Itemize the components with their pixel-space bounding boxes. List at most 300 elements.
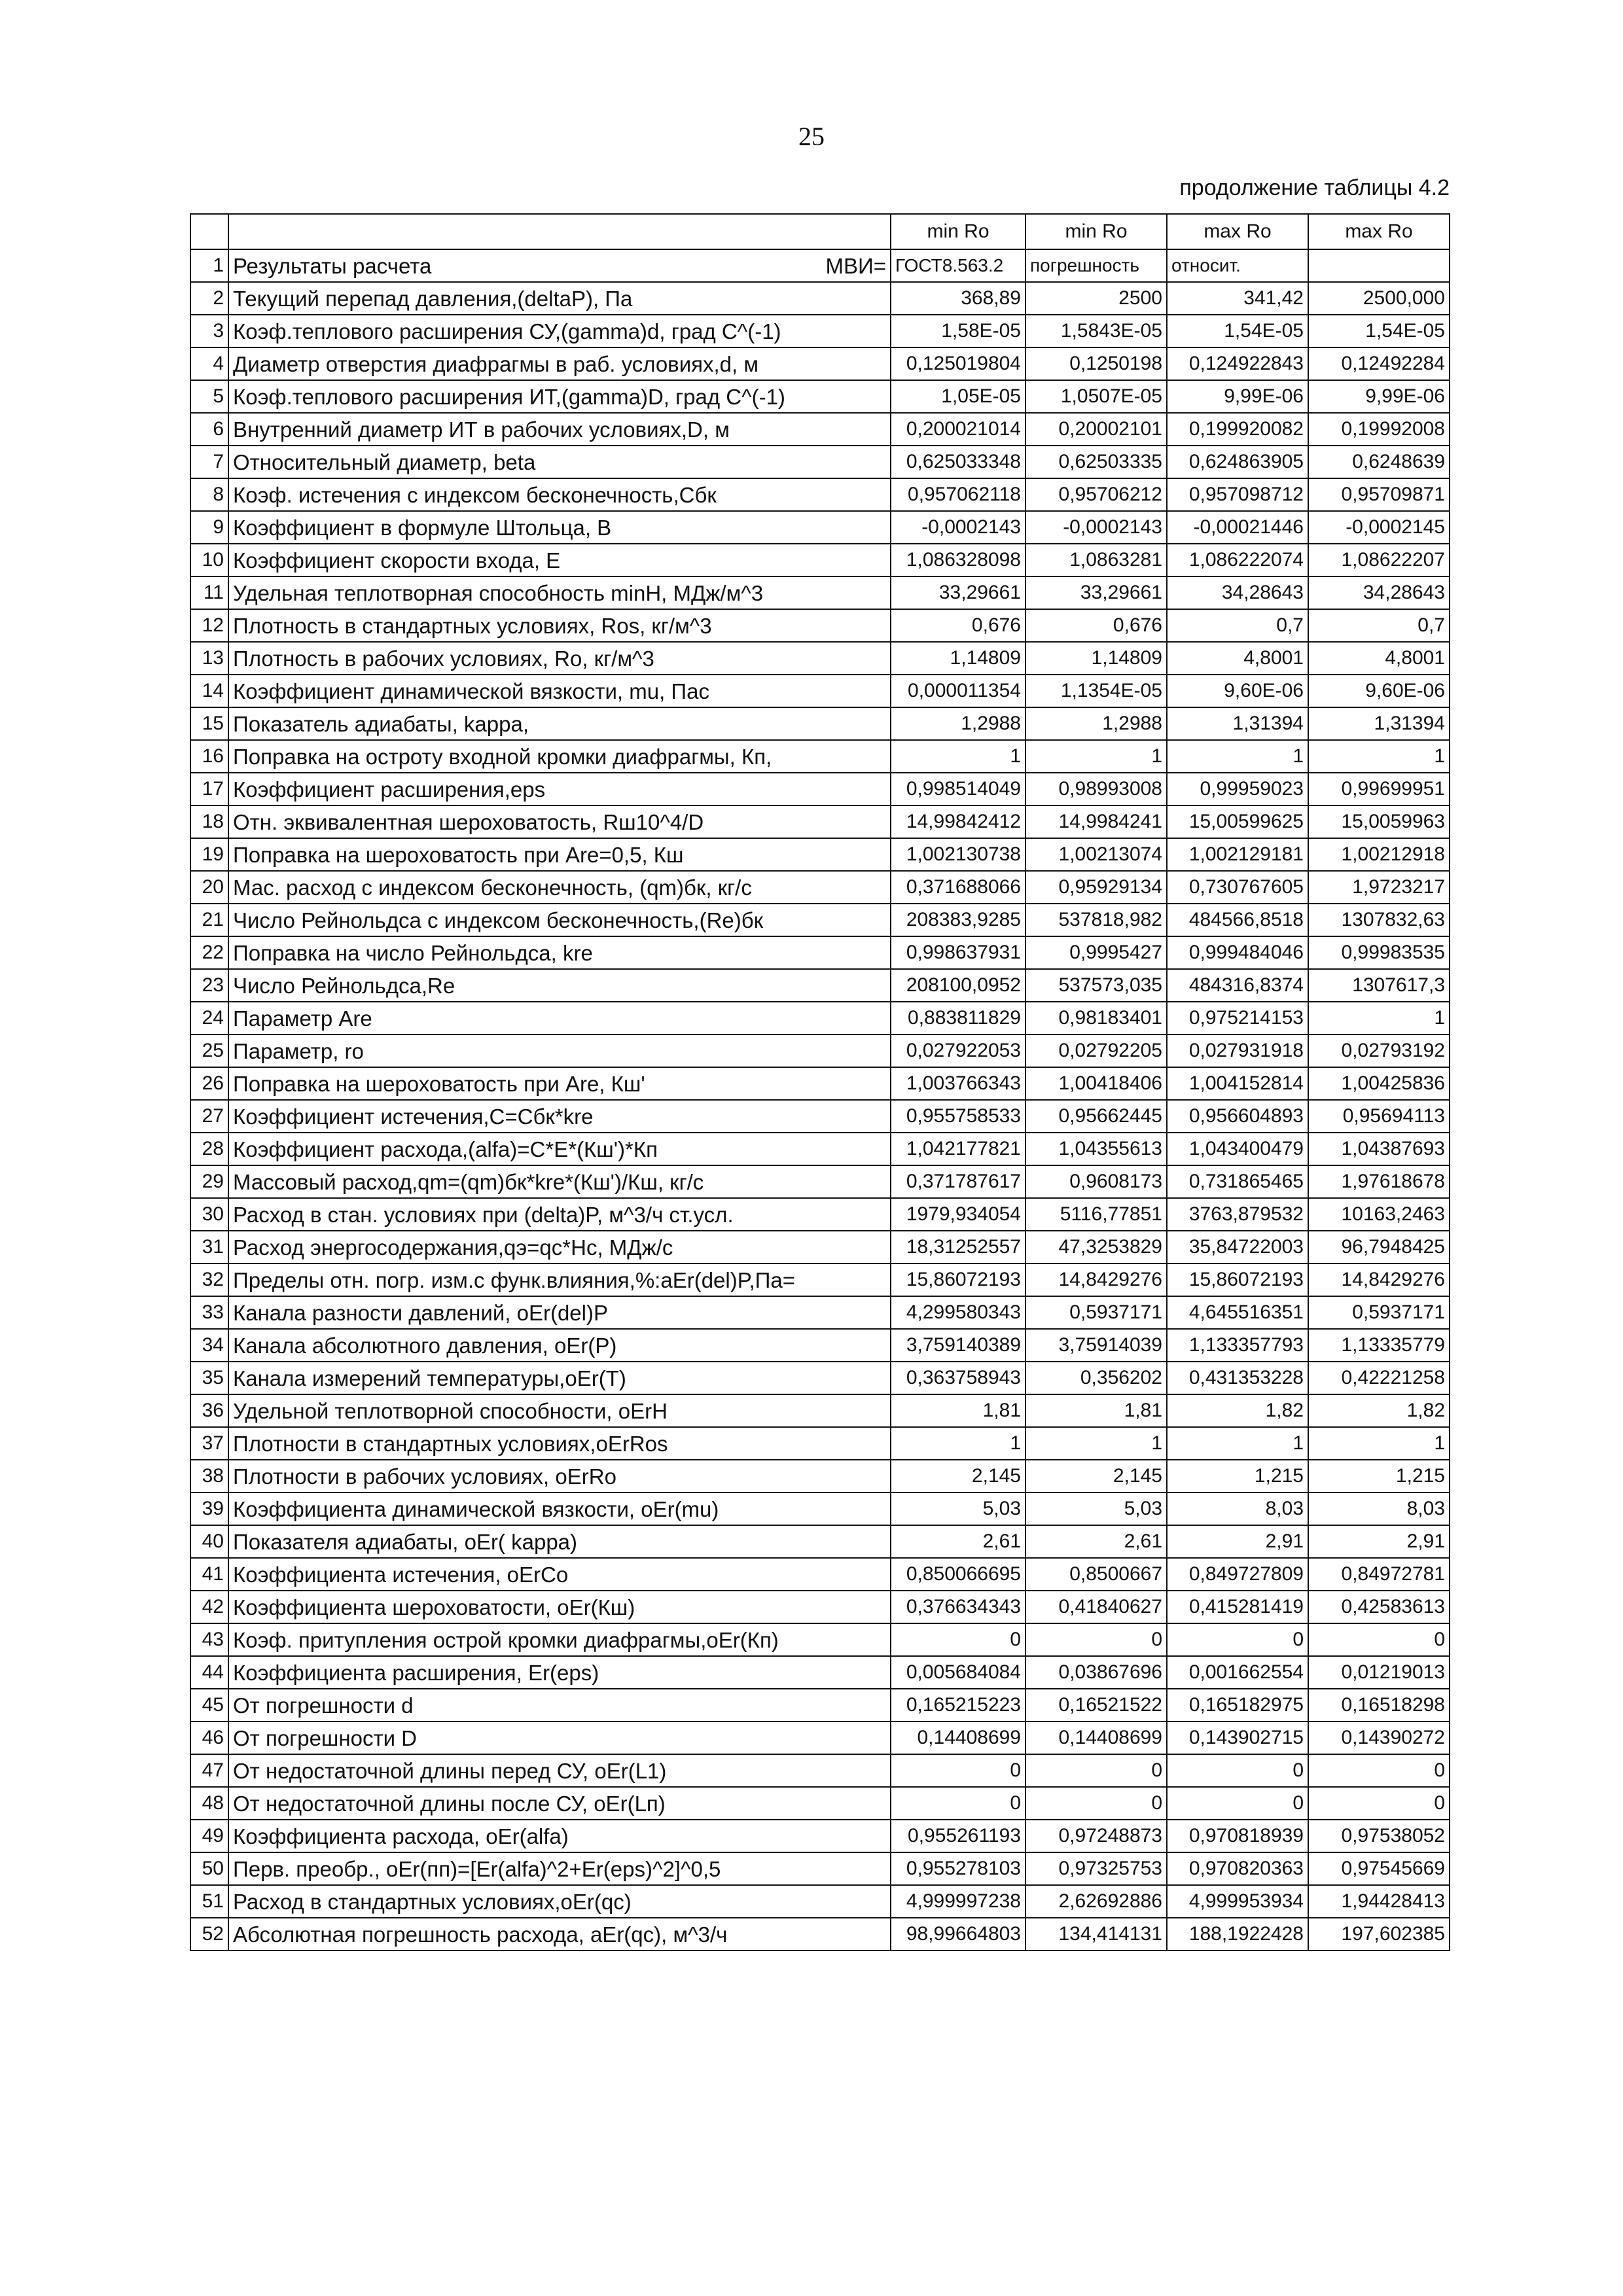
table-row <box>190 904 1450 936</box>
cell-value: 1,0507E-05 <box>1026 380 1167 413</box>
cell-value: 0,957098712 <box>1167 478 1308 511</box>
cell-value: 0,16521522 <box>1026 1689 1167 1722</box>
table-row <box>190 1231 1450 1263</box>
row-label: Плотности в стандартных условиях,oErRos <box>228 1427 891 1460</box>
row-label: Поправка на шероховатость при Are, Кш' <box>228 1067 891 1100</box>
cell-value: 34,28643 <box>1308 576 1450 609</box>
table-row <box>190 1558 1450 1591</box>
cell-value: 1,086222074 <box>1167 544 1308 576</box>
row-number: 26 <box>190 1067 228 1100</box>
row-number: 14 <box>190 675 228 707</box>
row-label: Пределы отн. погр. изм.с функ.влияния,%:aEr(del)P,Па= <box>228 1263 891 1296</box>
table-row <box>190 707 1450 740</box>
row-number: 2 <box>190 282 228 315</box>
table-row <box>190 413 1450 446</box>
cell-value: 0 <box>891 1623 1026 1656</box>
cell-value: 0,957062118 <box>891 478 1026 511</box>
cell-value: 0,970818939 <box>1167 1820 1308 1852</box>
row-label: Параметр, ro <box>228 1034 891 1067</box>
cell-value: 1,08622207 <box>1308 544 1450 576</box>
cell-value: 1,002129181 <box>1167 838 1308 871</box>
cell-value: 0,125019804 <box>891 347 1026 380</box>
row-number: 13 <box>190 642 228 675</box>
cell-value: 0,143902715 <box>1167 1722 1308 1754</box>
cell-value: 14,8429276 <box>1026 1263 1167 1296</box>
cell-value: 0,02792205 <box>1026 1034 1167 1067</box>
cell-value: 15,00599625 <box>1167 805 1308 838</box>
cell-value: 0 <box>1026 1754 1167 1787</box>
cell-value: 0 <box>1026 1623 1167 1656</box>
row-number: 34 <box>190 1329 228 1362</box>
cell-value: 1,04387693 <box>1308 1133 1450 1165</box>
row-number: 48 <box>190 1787 228 1820</box>
row-number: 21 <box>190 904 228 936</box>
row-number: 12 <box>190 609 228 642</box>
cell-value: 0,027922053 <box>891 1034 1026 1067</box>
cell-value: 0,998514049 <box>891 773 1026 805</box>
row-number: 28 <box>190 1133 228 1165</box>
column-header: max Ro <box>1308 214 1450 249</box>
row-number: 9 <box>190 511 228 544</box>
table-row <box>190 1296 1450 1329</box>
cell-value: 0,95709871 <box>1308 478 1450 511</box>
row-number: 16 <box>190 740 228 773</box>
row-number: 17 <box>190 773 228 805</box>
cell-value: 0,98993008 <box>1026 773 1167 805</box>
cell-value: 1,003766343 <box>891 1067 1026 1100</box>
header-label-cell <box>228 214 891 249</box>
cell-value: 1,086328098 <box>891 544 1026 576</box>
cell-value: 0 <box>1167 1787 1308 1820</box>
row-label: Коэф. притупления острой кромки диафрагмы,oEr(Кп) <box>228 1623 891 1656</box>
cell-value: 1 <box>1026 1427 1167 1460</box>
table-row <box>190 478 1450 511</box>
cell-value: 4,299580343 <box>891 1296 1026 1329</box>
table-row <box>190 380 1450 413</box>
cell-value: 0,19992008 <box>1308 413 1450 446</box>
table-row <box>190 1591 1450 1623</box>
cell-value: 0,955261193 <box>891 1820 1026 1852</box>
cell-value: 0,14408699 <box>1026 1722 1167 1754</box>
row-number: 1 <box>190 249 228 282</box>
cell-value: 10163,2463 <box>1308 1198 1450 1231</box>
cell-value: 1,5843E-05 <box>1026 315 1167 347</box>
row-number: 27 <box>190 1100 228 1133</box>
cell-value: 1,2988 <box>1026 707 1167 740</box>
cell-value: 15,86072193 <box>1167 1263 1308 1296</box>
cell-value: 2,145 <box>1026 1460 1167 1492</box>
row-label: Число Рейнольдса с индексом бесконечность,(Re)бк <box>228 904 891 936</box>
cell-value: погрешность <box>1026 249 1167 282</box>
cell-value: 14,8429276 <box>1308 1263 1450 1296</box>
row-number: 20 <box>190 871 228 904</box>
table-row <box>190 1754 1450 1787</box>
cell-value: 1 <box>891 740 1026 773</box>
cell-value: 0,98183401 <box>1026 1002 1167 1034</box>
cell-value: 0 <box>1308 1623 1450 1656</box>
cell-value: 0,883811829 <box>891 1002 1026 1034</box>
cell-value: 1,00418406 <box>1026 1067 1167 1100</box>
cell-value: 4,999997238 <box>891 1885 1026 1918</box>
row-label: Коэффициента расширения, Er(eps) <box>228 1656 891 1689</box>
table-row <box>190 1656 1450 1689</box>
cell-value: 0 <box>1167 1754 1308 1787</box>
table-row <box>190 282 1450 315</box>
cell-value: 0 <box>1026 1787 1167 1820</box>
cell-value: 15,86072193 <box>891 1263 1026 1296</box>
row-label: Коэф.теплового расширения СУ,(gamma)d, град С^(-1) <box>228 315 891 347</box>
cell-value: 0,01219013 <box>1308 1656 1450 1689</box>
row-label: Массовый расход,qm=(qm)бк*kre*(Кш')/Кш, кг/с <box>228 1165 891 1198</box>
cell-value: 8,03 <box>1167 1492 1308 1525</box>
cell-value: 208100,0952 <box>891 969 1026 1002</box>
cell-value: 1,31394 <box>1167 707 1308 740</box>
row-label: Параметр Are <box>228 1002 891 1034</box>
cell-value: 1 <box>1308 1427 1450 1460</box>
row-number: 24 <box>190 1002 228 1034</box>
cell-value: 0,625033348 <box>891 446 1026 478</box>
cell-value: 34,28643 <box>1167 576 1308 609</box>
table-row <box>190 642 1450 675</box>
row-number: 44 <box>190 1656 228 1689</box>
cell-value: 197,602385 <box>1308 1918 1450 1951</box>
cell-value: 0,005684084 <box>891 1656 1026 1689</box>
cell-value: 2,145 <box>891 1460 1026 1492</box>
cell-value: 0,16518298 <box>1308 1689 1450 1722</box>
table-row <box>190 1787 1450 1820</box>
row-label: Показателя адиабаты, oEr( kappa) <box>228 1525 891 1558</box>
cell-value: 0,124922843 <box>1167 347 1308 380</box>
table-row <box>190 1918 1450 1951</box>
cell-value: 2,91 <box>1308 1525 1450 1558</box>
cell-value: 134,414131 <box>1026 1918 1167 1951</box>
cell-value: относит. <box>1167 249 1308 282</box>
row-label: Удельной теплотворной способности, oErH <box>228 1394 891 1427</box>
cell-value: -0,0002145 <box>1308 511 1450 544</box>
row-number: 7 <box>190 446 228 478</box>
cell-value: 0 <box>1167 1623 1308 1656</box>
cell-value: 1 <box>1167 1427 1308 1460</box>
row-number: 25 <box>190 1034 228 1067</box>
cell-value: 4,645516351 <box>1167 1296 1308 1329</box>
row-label: Поправка на шероховатость при Are=0,5, Кш <box>228 838 891 871</box>
row-number: 38 <box>190 1460 228 1492</box>
cell-value: 1,82 <box>1308 1394 1450 1427</box>
cell-value: 1,0863281 <box>1026 544 1167 576</box>
cell-value: 1,043400479 <box>1167 1133 1308 1165</box>
cell-value: 0,12492284 <box>1308 347 1450 380</box>
cell-value: 0,97248873 <box>1026 1820 1167 1852</box>
row-label: Коэффициент расхода,(alfa)=C*E*(Кш')*Кп <box>228 1133 891 1165</box>
cell-value: 96,7948425 <box>1308 1231 1450 1263</box>
row-label: Перв. преобр., oEr(пп)=[Er(alfa)^2+Er(eps)^2]^0,5 <box>228 1852 891 1885</box>
row-number: 37 <box>190 1427 228 1460</box>
table-row <box>190 446 1450 478</box>
cell-value: 3,759140389 <box>891 1329 1026 1362</box>
table-row <box>190 347 1450 380</box>
table-row <box>190 1394 1450 1427</box>
row-number: 18 <box>190 805 228 838</box>
row-number: 33 <box>190 1296 228 1329</box>
cell-value: 0,7 <box>1167 609 1308 642</box>
cell-value: 0,97325753 <box>1026 1852 1167 1885</box>
cell-value: 0,200021014 <box>891 413 1026 446</box>
cell-value: 9,60E-06 <box>1308 675 1450 707</box>
row-number: 40 <box>190 1525 228 1558</box>
cell-value: 1,9723217 <box>1308 871 1450 904</box>
cell-value: 14,9984241 <box>1026 805 1167 838</box>
table-row <box>190 315 1450 347</box>
cell-value: 0 <box>891 1787 1026 1820</box>
row-label: Коэффициент истечения,С=Сбк*kre <box>228 1100 891 1133</box>
cell-value: 0,001662554 <box>1167 1656 1308 1689</box>
cell-value: 1,00213074 <box>1026 838 1167 871</box>
row-number: 47 <box>190 1754 228 1787</box>
cell-value: 341,42 <box>1167 282 1308 315</box>
cell-value: 0,95929134 <box>1026 871 1167 904</box>
row-label: Коэффициент динамической вязкости, mu, Пас <box>228 675 891 707</box>
row-label: Коэффициент расширения,eps <box>228 773 891 805</box>
table-row <box>190 249 1450 282</box>
table-row <box>190 544 1450 576</box>
table-row <box>190 576 1450 609</box>
row-label: Плотность в рабочих условиях, Ro, кг/м^3 <box>228 642 891 675</box>
header-number-cell <box>190 214 228 249</box>
cell-value: 5116,77851 <box>1026 1198 1167 1231</box>
cell-value: 1,00425836 <box>1308 1067 1450 1100</box>
row-number: 22 <box>190 936 228 969</box>
row-number: 49 <box>190 1820 228 1852</box>
row-label: Относительный диаметр, beta <box>228 446 891 478</box>
cell-value: -0,00021446 <box>1167 511 1308 544</box>
row-label: Расход энергосодержания,qэ=qc*Hc, МДж/с <box>228 1231 891 1263</box>
cell-value: 0 <box>1308 1787 1450 1820</box>
row-number: 43 <box>190 1623 228 1656</box>
cell-value: 0,41840627 <box>1026 1591 1167 1623</box>
table-row <box>190 1100 1450 1133</box>
row-number: 8 <box>190 478 228 511</box>
row-number: 3 <box>190 315 228 347</box>
cell-value: 1,54E-05 <box>1308 315 1450 347</box>
cell-value: 1 <box>891 1427 1026 1460</box>
cell-value: 3,75914039 <box>1026 1329 1167 1362</box>
row-label: Абсолютная погрешность расхода, aEr(qc), м^3/ч <box>228 1918 891 1951</box>
cell-value: 2,91 <box>1167 1525 1308 1558</box>
cell-value: 1307832,63 <box>1308 904 1450 936</box>
cell-value: 1,14809 <box>1026 642 1167 675</box>
table-row <box>190 1002 1450 1034</box>
row-label: Расход в стан. условиях при (delta)P, м^3/ч ст.усл. <box>228 1198 891 1231</box>
table-row <box>190 1263 1450 1296</box>
row-number: 15 <box>190 707 228 740</box>
table-row <box>190 1460 1450 1492</box>
cell-value: 1 <box>1308 740 1450 773</box>
row-label: Канала абсолютного давления, oEr(P) <box>228 1329 891 1362</box>
cell-value: 0,02793192 <box>1308 1034 1450 1067</box>
row-label: Плотности в рабочих условиях, oErRo <box>228 1460 891 1492</box>
cell-value: -0,0002143 <box>1026 511 1167 544</box>
column-header: max Ro <box>1167 214 1308 249</box>
table-row <box>190 1329 1450 1362</box>
row-label: От недостаточной длины перед СУ, oEr(L1) <box>228 1754 891 1787</box>
row-number: 19 <box>190 838 228 871</box>
table-row <box>190 1198 1450 1231</box>
cell-value: 2,61 <box>891 1525 1026 1558</box>
cell-value: 1 <box>1308 1002 1450 1034</box>
cell-value: 33,29661 <box>1026 576 1167 609</box>
cell-value: 1,82 <box>1167 1394 1308 1427</box>
cell-value: 1,215 <box>1167 1460 1308 1492</box>
cell-value: 0,9608173 <box>1026 1165 1167 1198</box>
cell-value: 0 <box>891 1754 1026 1787</box>
table-row <box>190 936 1450 969</box>
cell-value: 537818,982 <box>1026 904 1167 936</box>
cell-value: 0,14390272 <box>1308 1722 1450 1754</box>
table-row <box>190 1722 1450 1754</box>
cell-value: 1,14809 <box>891 642 1026 675</box>
cell-value: 1,2988 <box>891 707 1026 740</box>
row-label: Расход в стандартных условиях,oEr(qc) <box>228 1885 891 1918</box>
cell-value: 1,81 <box>891 1394 1026 1427</box>
cell-value: 9,60E-06 <box>1167 675 1308 707</box>
cell-value: 0,5937171 <box>1026 1296 1167 1329</box>
cell-value: 18,31252557 <box>891 1231 1026 1263</box>
cell-value: 0,9995427 <box>1026 936 1167 969</box>
cell-value: 1,004152814 <box>1167 1067 1308 1100</box>
cell-value: 0,99699951 <box>1308 773 1450 805</box>
cell-value: 15,0059963 <box>1308 805 1450 838</box>
table-row <box>190 1133 1450 1165</box>
cell-value: 0,676 <box>1026 609 1167 642</box>
table-row <box>190 969 1450 1002</box>
table-row <box>190 609 1450 642</box>
row-label: Результаты расчета <box>228 249 811 282</box>
cell-value: 4,999953934 <box>1167 1885 1308 1918</box>
row-label: Коэф.теплового расширения ИТ,(gamma)D, град С^(-1) <box>228 380 891 413</box>
cell-value: 3763,879532 <box>1167 1198 1308 1231</box>
row-number: 39 <box>190 1492 228 1525</box>
cell-value: 368,89 <box>891 282 1026 315</box>
cell-value: 1,31394 <box>1308 707 1450 740</box>
cell-value: 8,03 <box>1308 1492 1450 1525</box>
cell-value: 0,84972781 <box>1308 1558 1450 1591</box>
table-row <box>190 1067 1450 1100</box>
cell-value: 208383,9285 <box>891 904 1026 936</box>
cell-value: 1,13335779 <box>1308 1329 1450 1362</box>
cell-value: 0,97545669 <box>1308 1852 1450 1885</box>
row-number: 51 <box>190 1885 228 1918</box>
table-row <box>190 1689 1450 1722</box>
row-label: Текущий перепад давления,(deltaP), Па <box>228 282 891 315</box>
cell-value: 188,1922428 <box>1167 1918 1308 1951</box>
row-label: Диаметр отверстия диафрагмы в раб. условиях,d, м <box>228 347 891 380</box>
table-row <box>190 773 1450 805</box>
cell-value: 0,42221258 <box>1308 1362 1450 1394</box>
cell-value: 1979,934054 <box>891 1198 1026 1231</box>
table-row <box>190 1165 1450 1198</box>
cell-value: 9,99E-06 <box>1308 380 1450 413</box>
cell-value: 0,371787617 <box>891 1165 1026 1198</box>
cell-value: 484566,8518 <box>1167 904 1308 936</box>
row-label: От погрешности d <box>228 1689 891 1722</box>
cell-value: 0,999484046 <box>1167 936 1308 969</box>
table-row <box>190 805 1450 838</box>
row-number: 42 <box>190 1591 228 1623</box>
cell-value: 98,99664803 <box>891 1918 1026 1951</box>
row-tag: МВИ= <box>811 249 891 282</box>
cell-value: 1,042177821 <box>891 1133 1026 1165</box>
column-header: min Ro <box>891 214 1026 249</box>
table-row <box>190 1034 1450 1067</box>
cell-value: 1,58E-05 <box>891 315 1026 347</box>
row-label: От погрешности D <box>228 1722 891 1754</box>
cell-value: 0,20002101 <box>1026 413 1167 446</box>
cell-value: 0,970820363 <box>1167 1852 1308 1885</box>
row-number: 10 <box>190 544 228 576</box>
cell-value: 0,6248639 <box>1308 446 1450 478</box>
cell-value: 1,54E-05 <box>1167 315 1308 347</box>
cell-value: 0,165215223 <box>891 1689 1026 1722</box>
table-row <box>190 1492 1450 1525</box>
cell-value: 0,371688066 <box>891 871 1026 904</box>
cell-value: 0,849727809 <box>1167 1558 1308 1591</box>
cell-value: 1,002130738 <box>891 838 1026 871</box>
row-number: 41 <box>190 1558 228 1591</box>
row-number: 30 <box>190 1198 228 1231</box>
row-number: 45 <box>190 1689 228 1722</box>
cell-value: 0,676 <box>891 609 1026 642</box>
row-number: 36 <box>190 1394 228 1427</box>
cell-value: 0,027931918 <box>1167 1034 1308 1067</box>
cell-value: 0,95706212 <box>1026 478 1167 511</box>
cell-value: 0,731865465 <box>1167 1165 1308 1198</box>
cell-value: 0 <box>1308 1754 1450 1787</box>
table-header-row <box>190 214 1450 249</box>
cell-value: 0,95694113 <box>1308 1100 1450 1133</box>
row-label: Внутренний диаметр ИТ в рабочих условиях,D, м <box>228 413 891 446</box>
cell-value: 1,81 <box>1026 1394 1167 1427</box>
cell-value: -0,0002143 <box>891 511 1026 544</box>
row-label: Коэф. истечения с индексом бесконечность,Сбк <box>228 478 891 511</box>
cell-value: 1 <box>1026 740 1167 773</box>
row-number: 50 <box>190 1852 228 1885</box>
row-number: 35 <box>190 1362 228 1394</box>
row-label: Коэффициента расхода, oEr(alfa) <box>228 1820 891 1852</box>
table-row <box>190 1525 1450 1558</box>
cell-value: 2,61 <box>1026 1525 1167 1558</box>
cell-value: 47,3253829 <box>1026 1231 1167 1263</box>
cell-value: 1,94428413 <box>1308 1885 1450 1918</box>
cell-value: 2,62692886 <box>1026 1885 1167 1918</box>
row-label: Поправка на остроту входной кромки диафрагмы, Кп, <box>228 740 891 773</box>
row-number: 29 <box>190 1165 228 1198</box>
cell-value: 1,133357793 <box>1167 1329 1308 1362</box>
cell-value: 33,29661 <box>891 576 1026 609</box>
cell-value: 35,84722003 <box>1167 1231 1308 1263</box>
cell-value: 5,03 <box>891 1492 1026 1525</box>
cell-value: 0,998637931 <box>891 936 1026 969</box>
cell-value: 0,955278103 <box>891 1852 1026 1885</box>
row-number: 6 <box>190 413 228 446</box>
table-row <box>190 675 1450 707</box>
row-number: 4 <box>190 347 228 380</box>
cell-value: 9,99E-06 <box>1167 380 1308 413</box>
cell-value: 1 <box>1167 740 1308 773</box>
cell-value: 0,000011354 <box>891 675 1026 707</box>
row-number: 46 <box>190 1722 228 1754</box>
table-row <box>190 1362 1450 1394</box>
cell-value: 4,8001 <box>1167 642 1308 675</box>
